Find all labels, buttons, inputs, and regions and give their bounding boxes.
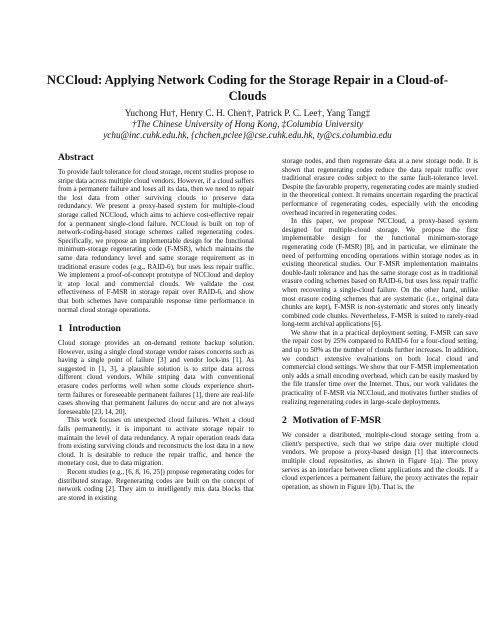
abstract-text: To provide fault tolerance for cloud storage, recent studies propose to stripe data across multiple cloud vendors. However, if a cloud suffers from a permanent failure and loses all its data, then we need to repair the lost data from other surviving clouds to preserve data redundancy. We present a proxy-based system for multiple-cloud storage called NCCloud, which aims to achieve cost-effective repair for a permanent single-cloud failure. NCCloud is built on top of network-coding-based storage schemes called regenerating codes. Specifically, we propose an implementable design for the functional minimum-storage regenerating code (F-MSR), which maintains the same data redundancy level and same storage requirement as in traditional erasure codes (e.g., RAID-6), but uses less repair traffic. We implement a proof-of-concept prototype of NCCloud and deploy it atop local and commercial clouds. We validate the cost effectiveness of F-MSR in storage repair over RAID-6, and show that both schemes have comparable response time performance in normal cloud storage operations.: [58, 168, 254, 314]
author-names: Yuchong Hu†, Henry C. H. Chen†, Patrick P. C. Lee†, Yang Tang‡: [124, 108, 371, 118]
section-title: Motivation of F-MSR: [292, 415, 382, 427]
section-number: 1: [58, 323, 63, 335]
author-block: [30, 108, 465, 141]
intro-paragraph-4: In this paper, we propose NCCloud, a proxy-based system designed for multiple-cloud storage. We propose the first implementable design for the functional minimum-storage regenerating code (F-MSR) [8], and in particular, we eliminate the need of performing encoding operations within storage nodes as in existing theoretical studies. Our F-MSR implementation maintains double-fault tolerance and has the same storage cost as in traditional erasure coding schemes based on RAID-6, but uses less repair traffic when recovering a single-cloud failure. On the other hand, unlike most erasure coding schemes that are systematic (i.e., original data chunks are kept), F-MSR is non-systematic and stores only linearly combined code chunks. Nevertheless, F-MSR is suited to rarely-read long-term archival applications [6].: [282, 217, 478, 329]
intro-paragraph-3: Recent studies (e.g., [6, 8, 16, 25]) propose regenerating codes for distributed storage. Regenerating codes are built on the concept of network coding [2]. They aim to intelligently mix data blocks that are stored in existing: [58, 468, 254, 502]
paper-title: NCCloud: Applying Network Coding for the Storage Repair in a Cloud-of-Clouds: [46, 73, 449, 103]
section-title: Introduction: [68, 323, 121, 335]
left-column: [58, 152, 254, 502]
introduction-heading: [58, 323, 254, 334]
right-column: [282, 157, 478, 491]
motivation-paragraph-1: We consider a distributed, multiple-cloud storage setting from a client's perspective, such that we stripe data over multiple cloud vendors. We propose a proxy-based design [1] that interconnects multiple cloud repositories, as shown in Figure 1(a). The proxy serves as an interface between client applications and the clouds. If a cloud experiences a permanent failure, the proxy activates the repair operation, as shown in Figure 1(b). That is, the: [282, 431, 478, 491]
abstract-heading: Abstract: [58, 152, 94, 163]
affiliations: †The Chinese University of Hong Kong, ‡Columbia University: [131, 119, 364, 129]
intro-paragraph-2: This work focuses on unexpected cloud failures. When a cloud fails permanently, it is important to activate storage repair to maintain the level of data redundancy. A repair operation reads data from existing surviving clouds and reconstructs the lost data in a new cloud. It is desirable to reduce the repair traffic, and hence the monetary cost, due to data migration.: [58, 416, 254, 468]
motivation-heading: [282, 415, 478, 426]
author-emails: ychu@inc.cuhk.edu.hk, {chchen,pclee}@cse.cuhk.edu.hk, ty@cs.columbia.edu: [103, 130, 392, 140]
intro-paragraph-3-continued: storage nodes, and then regenerate data at a new storage node. It is shown that regenerating codes reduce the data repair traffic over traditional erasure codes subject to the same fault-tolerance level. Despite the favorable property, regenerating codes are mainly studied in the theoretical context. It remains uncertain regarding the practical performance of regenerating codes, especially with the encoding overhead incurred in regenerating codes.: [282, 157, 478, 217]
section-number: 2: [282, 415, 287, 427]
intro-paragraph-1: Cloud storage provides an on-demand remote backup solution. However, using a single cloud storage vendor raises concerns such as having a single point of failure [3] and vendor lock-ins [1]. As suggested in [1, 3], a plausible solution is to stripe data across different cloud vendors. While striping data with conventional erasure codes performs well when some clouds experience short-term failures or foreseeable permanent failures [1], there are real-life cases showing that permanent failures do occur and are not always foreseeable [23, 14, 20].: [58, 339, 254, 416]
intro-paragraph-5: We show that in a practical deployment setting, F-MSR can save the repair cost by 25% compared to RAID-6 for a four-cloud setting, and up to 50% as the number of clouds further increases. In addition, we conduct extensive evaluations on both local cloud and commercial cloud settings. We show that our F-MSR implementation only adds a small encoding overhead, which can be easily masked by the file transfer time over the Internet. Thus, our work validates the practicality of F-MSR via NCCloud, and motivates further studies of realizing regenerating codes in large-scale deployments.: [282, 328, 478, 406]
